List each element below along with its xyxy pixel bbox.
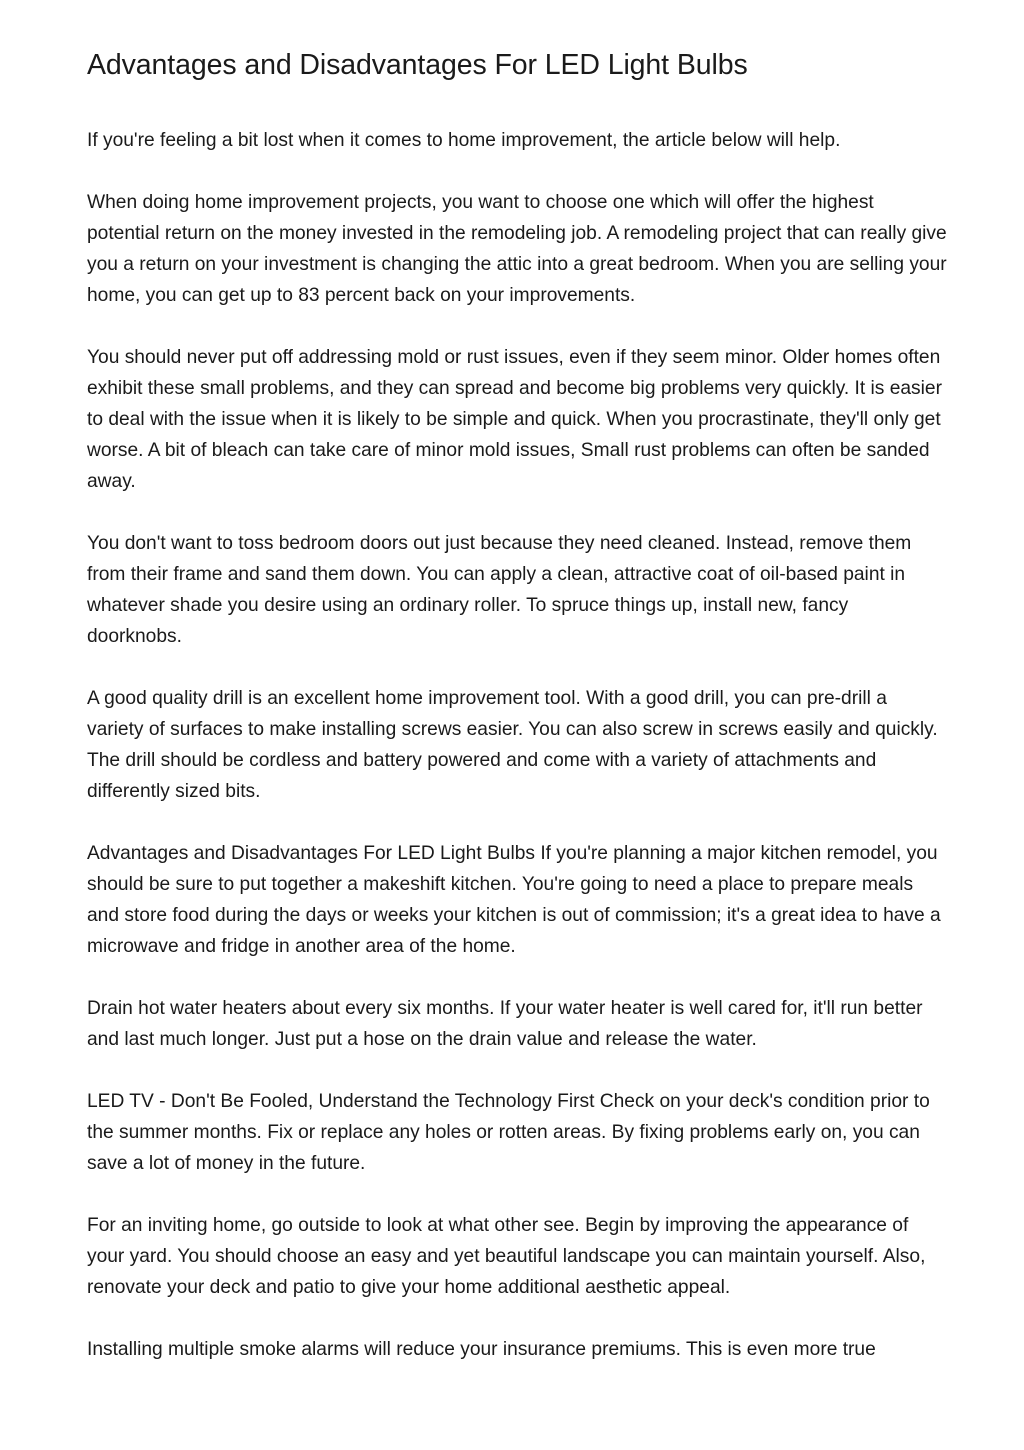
paragraph-mold-rust: You should never put off addressing mold or rust issues, even if they seem minor. Older homes often exhibit these small problems, and they can spread and become big problems very quickly. It is easier to deal with the issue when it is likely to be simple and quick. When you procrastinate, they'll only get worse. A bit of bleach can take care of minor mold issues, Small rust problems can often be sanded away. — [87, 347, 942, 492]
paragraph-deck: LED TV - Don't Be Fooled, Understand the Technology First Check on your deck's condition prior to the summer months. Fix or replace any holes or rotten areas. By fixing problems early on, you can save a lot of money in the future. — [87, 1091, 930, 1174]
document-title: Advantages and Disadvantages For LED Light Bulbs — [87, 49, 748, 81]
document-body — [87, 125, 947, 1365]
paragraph-bedroom-doors: You don't want to toss bedroom doors out just because they need cleaned. Instead, remove them from their frame and sand them down. You can apply a clean, attractive coat of oil-based paint in whatever shade you desire using an ordinary roller. To spruce things up, install new, fancy doorknobs. — [87, 533, 912, 647]
paragraph-smoke-alarms: Installing multiple smoke alarms will reduce your insurance premiums. This is even more true — [87, 1339, 876, 1360]
paragraph-kitchen-remodel: Advantages and Disadvantages For LED Light Bulbs If you're planning a major kitchen remodel, you should be sure to put together a makeshift kitchen. You're going to need a place to prepare meals and store food during the days or weeks your kitchen is out of commission; it's a great idea to have a microwave and fridge in another area of the home. — [87, 843, 941, 957]
paragraph-attic-remodel: When doing home improvement projects, you want to choose one which will offer the highest potential return on the money invested in the remodeling job. A remodeling project that can really give you a return on your investment is changing the attic into a great bedroom. When you are selling your home, you can get up to 83 percent back on your improvements. — [87, 192, 947, 306]
document-page — [87, 0, 947, 1450]
paragraph-inviting-home: For an inviting home, go outside to look at what other see. Begin by improving the appearance of your yard. You should choose an easy and yet beautiful landscape you can maintain yourself. Also, renovate your deck and patio to give your home additional aesthetic appeal. — [87, 1215, 926, 1298]
paragraph-drill: A good quality drill is an excellent home improvement tool. With a good drill, you can pre-drill a variety of surfaces to make installing screws easier. You can also screw in screws easily and quickly. The drill should be cordless and battery powered and come with a variety of attachments and differently sized bits. — [87, 688, 938, 802]
paragraph-intro: If you're feeling a bit lost when it comes to home improvement, the article below will help. — [87, 130, 841, 151]
paragraph-water-heater: Drain hot water heaters about every six months. If your water heater is well cared for, it'll run better and last much longer. Just put a hose on the drain value and release the water. — [87, 998, 923, 1050]
